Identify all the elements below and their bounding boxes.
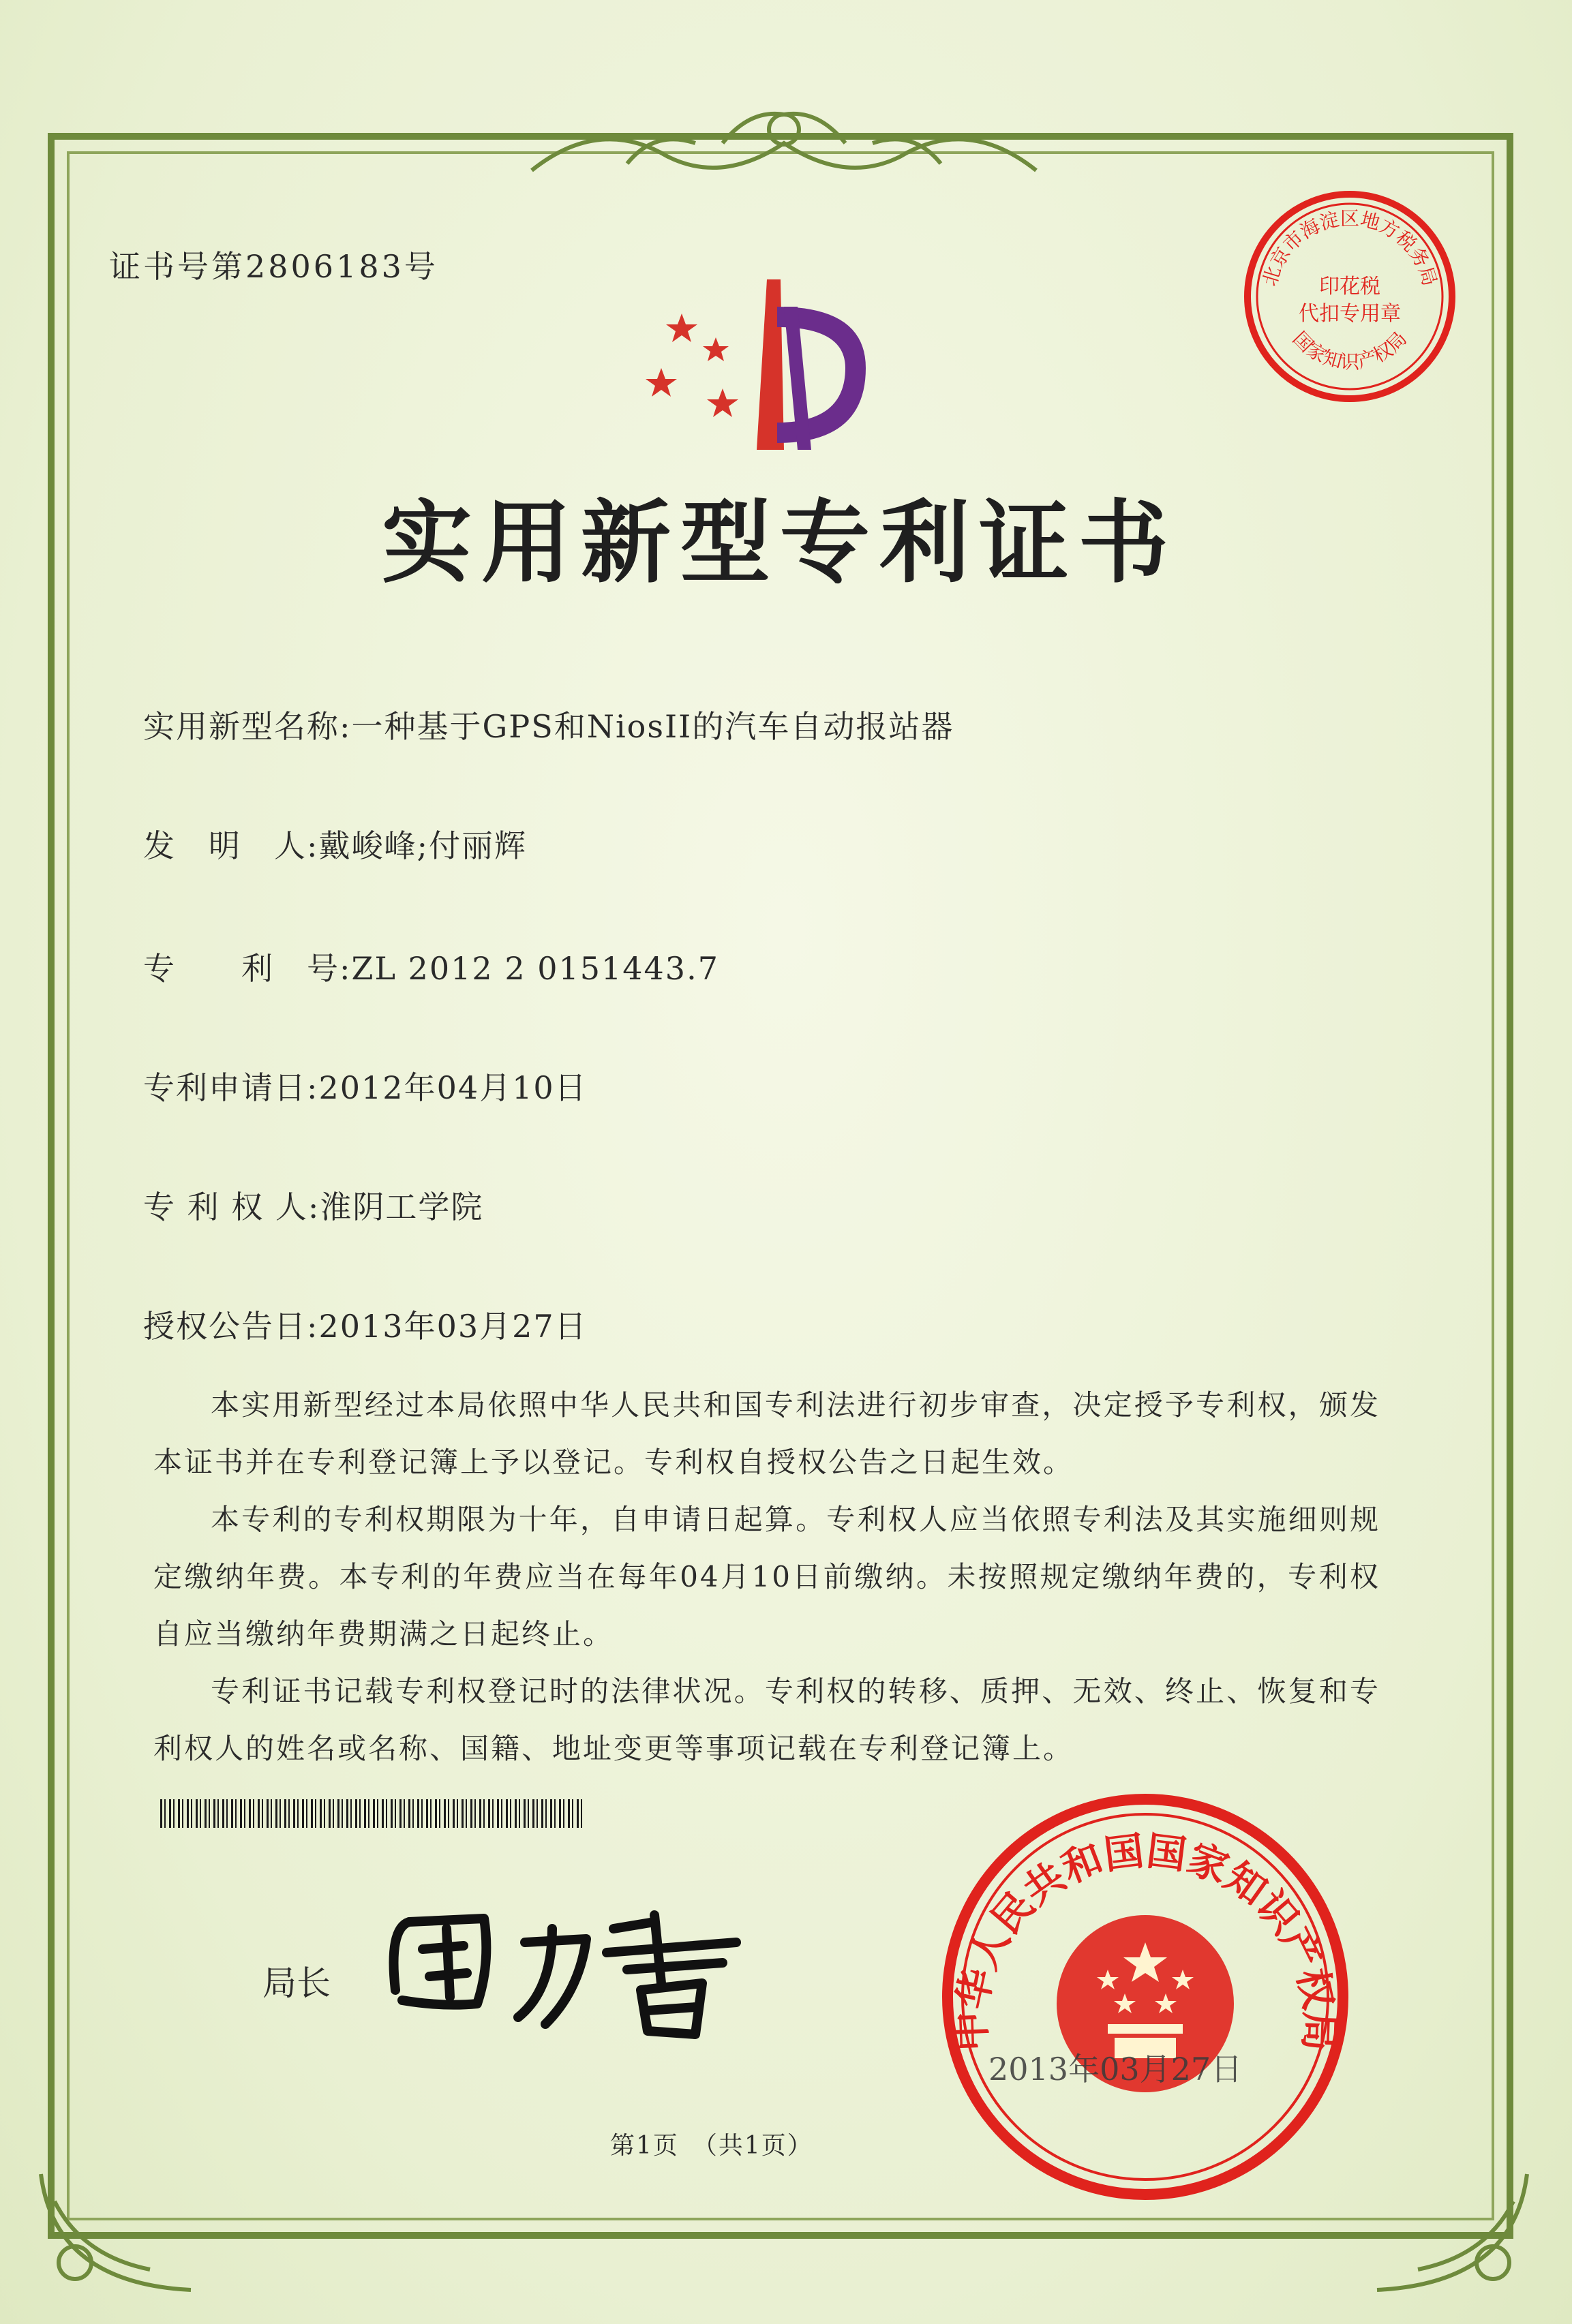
field-grant-date <box>143 1302 588 1347</box>
body-paragraph: 本专利的专利权期限为十年，自申请日起算。专利权人应当依照专利法及其实施细则规定缴纳年费。本专利的年费应当在每年04月10日前缴纳。未按照规定缴纳年费的，专利权自应当缴纳年费期满之日起终止。 <box>153 1503 1380 1651</box>
field-label: 专 利 权 人: <box>143 1189 320 1225</box>
barcode <box>160 1799 583 1828</box>
field-value: 2013年03月27日 <box>318 1308 588 1345</box>
official-seal <box>934 1786 1357 2208</box>
field-application-date <box>143 1063 588 1108</box>
director-signature <box>382 1888 764 2045</box>
certificate-number: 证书号第2806183号 <box>109 248 438 285</box>
field-value: 一种基于GPS和NiosII的汽车自动报站器 <box>351 708 954 745</box>
tax-stamp <box>1237 184 1462 409</box>
top-ornament <box>518 102 1050 191</box>
field-patentee <box>143 1182 483 1227</box>
svg-text:国家知识产权局 <box>1288 327 1411 373</box>
field-label: 授权公告日: <box>143 1308 319 1345</box>
field-value: 淮阴工学院 <box>320 1189 484 1225</box>
field-label: 发 明 人: <box>143 827 319 864</box>
certificate-title: 实用新型专利证书 <box>382 490 1178 596</box>
body-paragraph: 专利证书记载专利权登记时的法律状况。专利权的转移、质押、无效、终止、恢复和专利权人的姓名或名称、国籍、地址变更等事项记载在专利登记簿上。 <box>153 1675 1380 1765</box>
patent-office-logo <box>641 266 900 470</box>
bottom-left-ornament <box>27 2147 205 2304</box>
field-label: 专 利 号: <box>143 950 352 987</box>
field-label: 实用新型名称: <box>143 708 352 745</box>
field-label: 专利申请日: <box>143 1069 319 1106</box>
tax-stamp-ring-text: 北京市海淀区地方税务局 <box>1258 207 1442 289</box>
field-patent-number <box>143 944 719 989</box>
page-footer: 第1页 （共1页） <box>610 2132 813 2160</box>
field-inventor <box>143 821 527 866</box>
tax-stamp-center-line2: 代扣专用章 <box>1299 302 1401 326</box>
director-label: 局长 <box>262 1963 331 2003</box>
certificate-body <box>153 1377 1380 1777</box>
watermark-text <box>545 218 560 274</box>
field-value: ZL 2012 2 0151443.7 <box>351 950 719 987</box>
tax-stamp-bottom-text: 国家知识产权局 <box>1288 327 1412 373</box>
bottom-right-ornament <box>1363 2147 1541 2304</box>
seal-date: 2013年03月27日 <box>988 2051 1243 2088</box>
body-paragraph: 本实用新型经过本局依照中华人民共和国专利法进行初步审查，决定授予专利权，颁发本证书并在专利登记簿上予以登记。专利权自授权公告之日起生效。 <box>153 1388 1380 1479</box>
seal-text: 中华人民共和国国家知识产权局 <box>948 1827 1343 2052</box>
field-value: 2012年04月10日 <box>318 1069 588 1106</box>
field-value: 戴峻峰;付丽辉 <box>318 827 527 864</box>
tax-stamp-center-line1: 印花税 <box>1319 275 1380 299</box>
field-utility-model-name <box>143 702 954 747</box>
